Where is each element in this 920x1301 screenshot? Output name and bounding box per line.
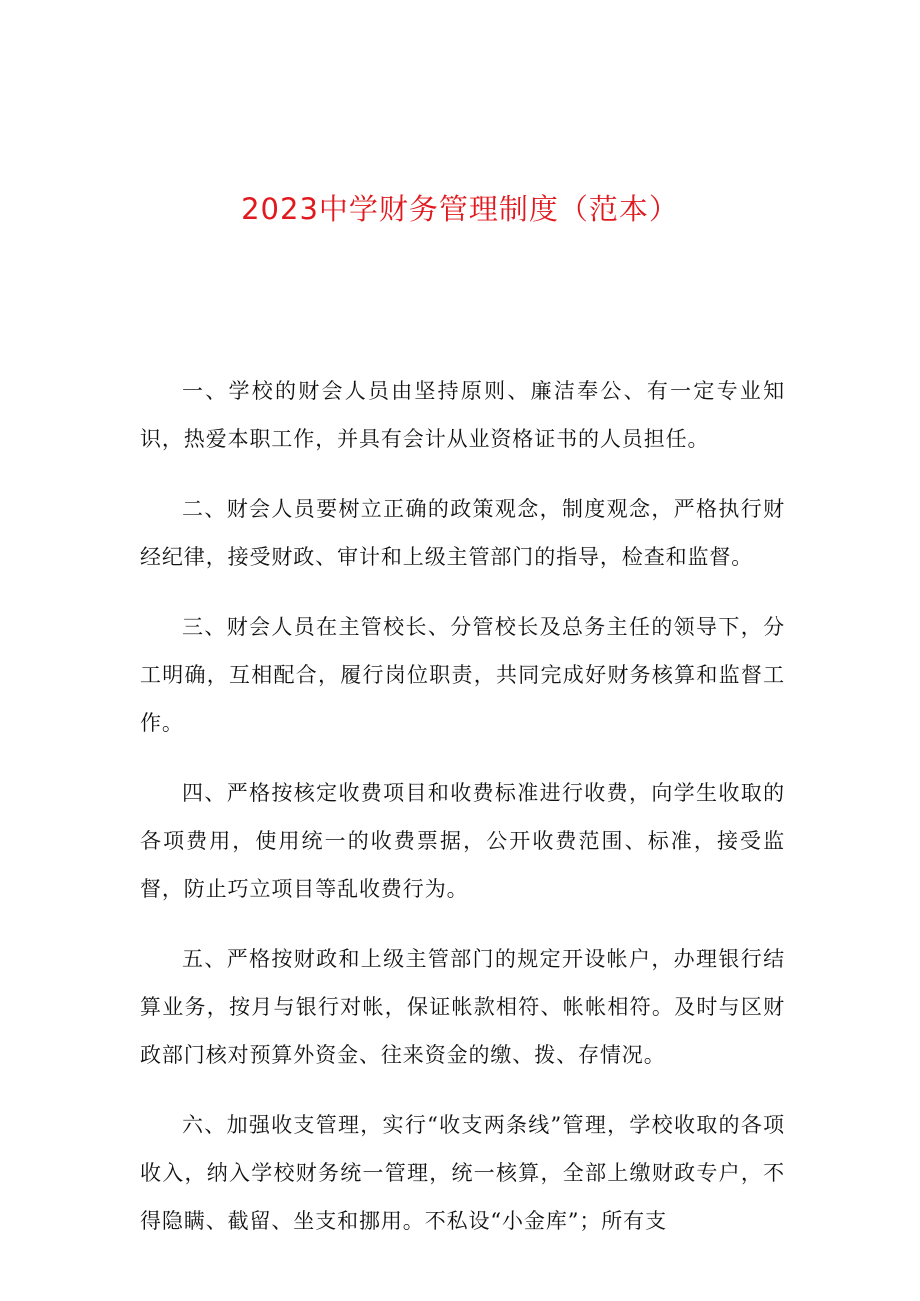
paragraph-2: 二、财会人员要树立正确的政策观念，制度观念，严格执行财经纪律，接受财政、审计和上级主管部门的指导，检查和监督。 — [140, 497, 785, 569]
paragraph-1: 一、学校的财会人员由坚持原则、廉洁奉公、有一定专业知识，热爱本职工作，并具有会计从业资格证书的人员担任。 — [140, 379, 785, 451]
document-title: 2023中学财务管理制度（范本） — [241, 192, 679, 226]
paragraph-4: 四、严格按核定收费项目和收费标准进行收费，向学生收取的各项费用，使用统一的收费票据，公开收费范围、标准，接受监督，防止巧立项目等乱收费行为。 — [140, 781, 785, 901]
paragraph-6: 六、加强收支管理，实行“收支两条线”管理，学校收取的各项收入，纳入学校财务统一管理，统一核算，全部上缴财政专户，不得隐瞒、截留、坐支和挪用。不私设“小金库”；所有支 — [140, 1113, 785, 1233]
document-body — [140, 367, 785, 1267]
paragraph-5: 五、严格按财政和上级主管部门的规定开设帐户，办理银行结算业务，按月与银行对帐，保证帐款相符、帐帐相符。及时与区财政部门核对预算外资金、往来资金的缴、拨、存情况。 — [140, 947, 785, 1067]
paragraph-3: 三、财会人员在主管校长、分管校长及总务主任的领导下，分工明确，互相配合，履行岗位职责，共同完成好财务核算和监督工作。 — [140, 615, 785, 735]
